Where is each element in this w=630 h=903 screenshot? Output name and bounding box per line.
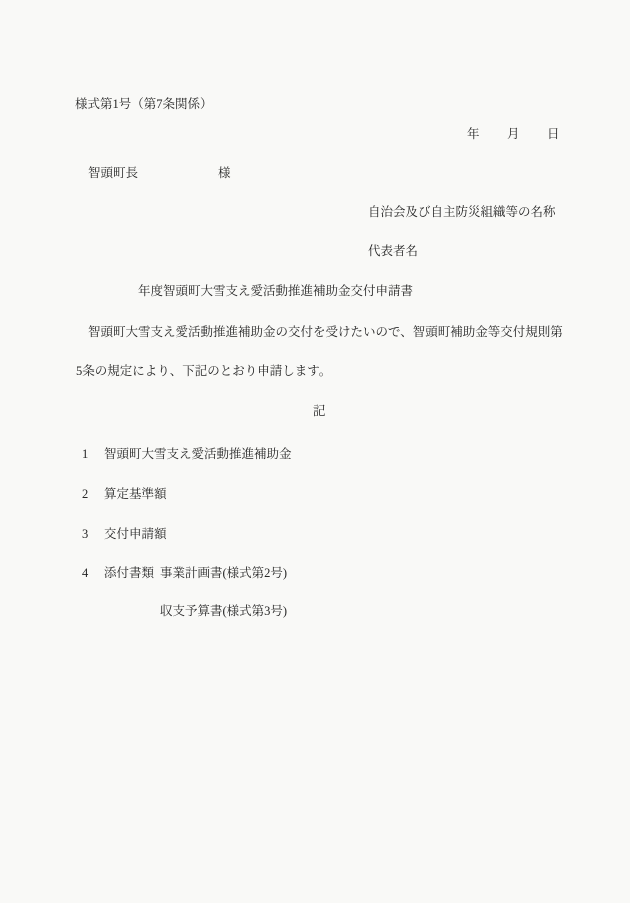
- date-month-label: 月: [507, 127, 520, 141]
- body-paragraph-line-1: 智頭町大雪支え愛活動推進補助金の交付を受けたいので、智頭町補助金等交付規則第: [88, 325, 563, 339]
- representative-name-label: 代表者名: [368, 244, 419, 258]
- list-item-4-attachment-1: 事業計画書(様式第2号): [160, 566, 288, 580]
- list-item-2-text: 算定基準額: [104, 487, 167, 501]
- body-paragraph-line-2: 5条の規定により、下記のとおり申請します。: [76, 364, 332, 378]
- list-item-4-number: 4: [82, 566, 89, 580]
- list-item-4-attachment-2: 収支予算書(様式第3号): [160, 604, 288, 618]
- list-item-1-number: 1: [82, 447, 89, 461]
- addressee-honorific: 様: [218, 166, 231, 180]
- organization-name-label: 自治会及び自主防災組織等の名称: [368, 205, 556, 219]
- document-title: 年度智頭町大雪支え愛活動推進補助金交付申請書: [138, 284, 414, 298]
- list-item-1-text: 智頭町大雪支え愛活動推進補助金: [104, 447, 292, 461]
- list-item-3-number: 3: [82, 527, 89, 541]
- record-heading: 記: [313, 404, 326, 418]
- date-day-label: 日: [547, 127, 560, 141]
- date-year-label: 年: [467, 127, 480, 141]
- list-item-3-text: 交付申請額: [104, 527, 167, 541]
- list-item-4-text: 添付書類: [104, 566, 155, 580]
- form-number: 様式第1号（第7条関係）: [75, 97, 213, 111]
- addressee-name: 智頭町長: [88, 166, 139, 180]
- list-item-2-number: 2: [82, 487, 89, 501]
